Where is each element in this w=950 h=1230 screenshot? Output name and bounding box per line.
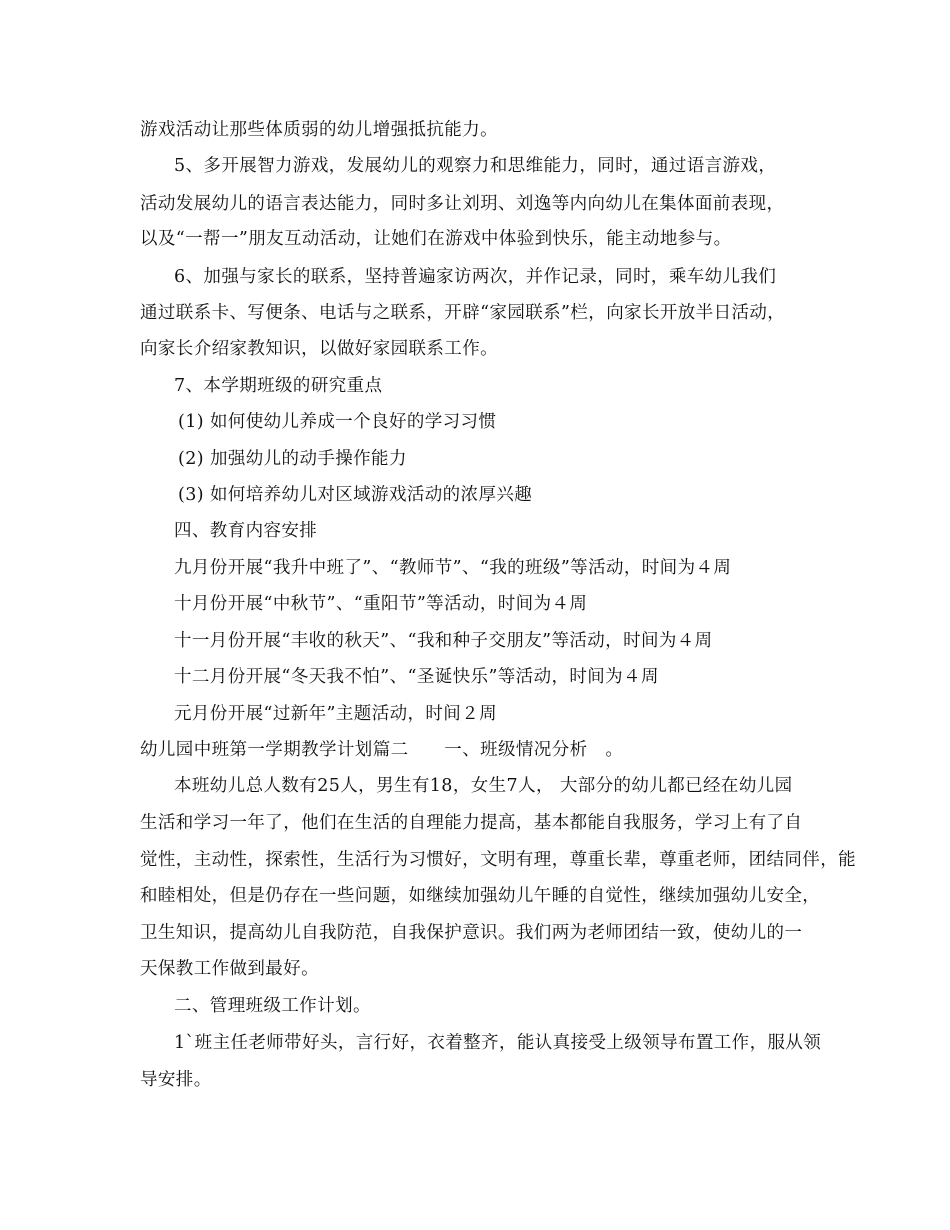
text-line: 游戏活动让那些体质弱的幼儿增强抵抗能力。: [140, 120, 498, 140]
text-line: (3) 如何培养幼儿对区域游戏活动的浓厚兴趣: [178, 485, 533, 505]
text-line: 觉性，主动性，探索性，生活行为习惯好，文明有理，尊重长辈，尊重老师，团结同伴，能: [140, 850, 856, 870]
text-line: (1) 如何使幼儿养成一个良好的学习习惯: [178, 412, 497, 432]
text-line: 通过联系卡、写便条、电话与之联系，开辟“家园联系”栏，向家长开放半日活动，: [140, 303, 786, 323]
section-heading: 幼儿园中班第一学期教学计划篇二 一、班级情况分析 。: [140, 740, 624, 760]
text-line: (2) 加强幼儿的动手操作能力: [178, 449, 407, 469]
text-line: 十月份开展“中秋节”、“重阳节”等活动，时间为４周: [174, 594, 588, 614]
text-line: 和睦相处，但是仍存在一些问题，如继续加强幼儿午睡的自觉性，继续加强幼儿安全，: [140, 886, 821, 906]
text-line: 7、本学期班级的研究重点: [174, 376, 383, 396]
text-line: 导安排。: [140, 1070, 212, 1090]
text-line: 向家长介绍家教知识，以做好家园联系工作。: [140, 339, 498, 359]
text-line: 本班幼儿总人数有25人，男生有18，女生7人， 大部分的幼儿都已经在幼儿园: [174, 776, 793, 796]
text-line: 生活和学习一年了，他们在生活的自理能力提高，基本都能自我服务，学习上有了自: [140, 813, 803, 833]
text-line: 十一月份开展“丰收的秋天”、“我和种子交朋友”等活动，时间为４周: [174, 631, 713, 651]
text-line: 四、教育内容安排: [174, 521, 318, 541]
text-line: 6、加强与家长的联系，坚持普遍家访两次，并作记录，同时，乘车幼儿我们: [174, 267, 777, 287]
text-line: 天保教工作做到最好。: [140, 959, 319, 979]
text-line: 元月份开展“过新年”主题活动，时间２周: [174, 704, 497, 724]
text-line: 十二月份开展“冬天我不怕”、“圣诞快乐”等活动，时间为４周: [174, 667, 659, 687]
text-line: 以及“一帮一”朋友互动活动，让她们在游戏中体验到快乐，能主动地参与。: [140, 229, 732, 249]
text-line: 活动发展幼儿的语言表达能力，同时多让刘玥、刘逸等内向幼儿在集体面前表现，: [140, 194, 785, 214]
text-line: 卫生知识，提高幼儿自我防范，自我保护意识。我们两为老师团结一致，使幼儿的一: [140, 923, 803, 943]
text-line: 1`班主任老师带好头，言行好，衣着整齐，能认真接受上级领导布置工作，服从领: [174, 1033, 822, 1053]
text-line: 5、多开展智力游戏，发展幼儿的观察力和思维能力，同时，通过语言游戏，: [174, 156, 777, 176]
text-line: 二、管理班级工作计划。: [174, 996, 371, 1016]
text-line: 九月份开展“我升中班了”、“教师节”、“我的班级”等活动，时间为４周: [174, 558, 732, 578]
